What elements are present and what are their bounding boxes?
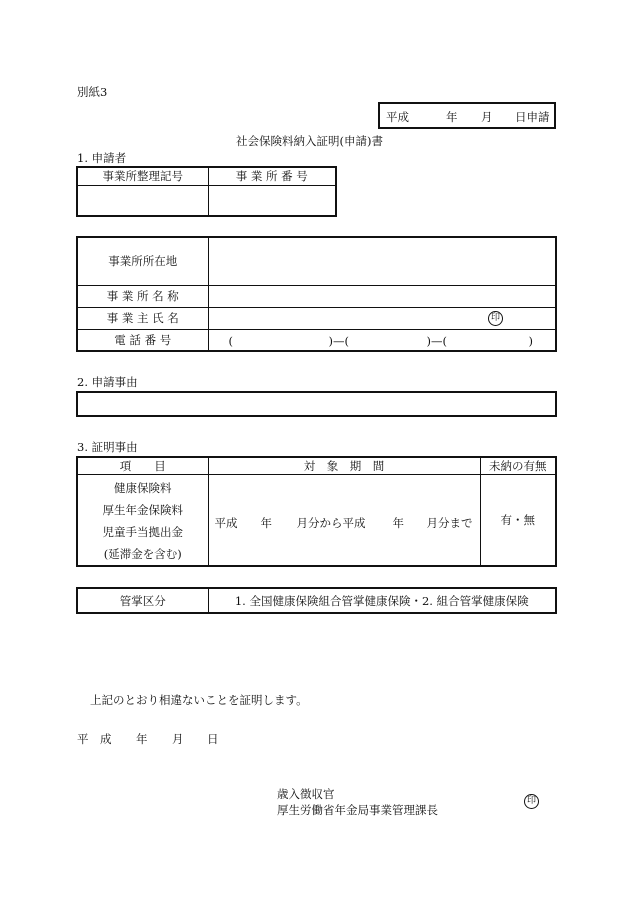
cert-date-year: 年 [136, 732, 148, 746]
unpaid-cell[interactable]: 有・無 [480, 475, 556, 567]
applicant-info-table [76, 236, 557, 352]
seal-icon: 印 [488, 311, 503, 326]
period-year1: 年 [260, 516, 272, 530]
address-label: 事業所所在地 [77, 237, 208, 285]
item-delinquency: (延滞金を含む) [103, 547, 182, 561]
address-cell[interactable] [208, 237, 556, 285]
section1-heading: 1. 申請者 [77, 151, 127, 165]
issuer-title: 歳入徴収官 [277, 787, 335, 801]
item-pension: 厚生年金保険料 [102, 503, 183, 517]
period-month-from: 月分から平成 [296, 516, 366, 530]
phone-label: 電 話 番 号 [77, 329, 208, 351]
phone-paren-close: ) [528, 333, 533, 348]
item-child: 児童手当拠出金 [102, 525, 183, 539]
period-cell[interactable] [208, 475, 480, 567]
office-number-cell[interactable] [208, 185, 336, 216]
phone-separator-1: )—( [328, 333, 349, 348]
date-day: 日申請 [515, 110, 550, 124]
phone-separator-2: )—( [426, 333, 447, 348]
items-cell [77, 475, 208, 567]
attachment-label: 別紙3 [77, 85, 108, 99]
section3-heading: 3. 証明事由 [77, 440, 138, 454]
office-name-cell[interactable] [208, 285, 556, 307]
jurisdiction-table [76, 587, 557, 614]
office-code-cell[interactable] [77, 185, 208, 216]
page-title: 社会保険料納入証明(申請)書 [236, 134, 383, 148]
item-header: 項 目 [77, 457, 208, 475]
office-code-header: 事業所整理記号 [77, 167, 208, 185]
date-era: 平成 [386, 110, 409, 124]
jurisdiction-label: 管掌区分 [77, 588, 208, 613]
period-month-to: 月分まで [426, 516, 473, 530]
phone-cell[interactable] [208, 329, 556, 351]
certification-table [76, 456, 557, 567]
cert-date-era: 平 成 [77, 732, 112, 746]
period-era: 平成 [214, 516, 238, 530]
period-header: 対 象 期 間 [208, 457, 480, 475]
cert-date-day: 日 [207, 732, 219, 746]
certification-statement: 上記のとおり相違ないことを証明します。 [90, 693, 308, 707]
office-number-header: 事 業 所 番 号 [208, 167, 336, 185]
section2-heading: 2. 申請事由 [77, 375, 138, 389]
reason-field[interactable] [76, 391, 557, 417]
office-name-label: 事 業 所 名 称 [77, 285, 208, 307]
period-year2: 年 [392, 516, 404, 530]
cert-date-month: 月 [172, 732, 184, 746]
office-id-table [76, 166, 337, 217]
application-date-box [378, 102, 556, 129]
date-year: 年 [446, 110, 458, 124]
item-health: 健康保険料 [114, 481, 172, 495]
unpaid-header: 未納の有無 [480, 457, 556, 475]
jurisdiction-value[interactable]: 1. 全国健康保険組合管掌健康保険・2. 組合管掌健康保険 [208, 588, 556, 613]
issuer-department: 厚生労働省年金局事業管理課長 [277, 803, 438, 817]
owner-name-label: 事 業 主 氏 名 [77, 307, 208, 329]
owner-name-cell[interactable] [208, 307, 556, 329]
phone-paren-open: ( [228, 333, 233, 348]
date-month: 月 [481, 110, 493, 124]
official-seal-icon: 印 [524, 794, 539, 809]
